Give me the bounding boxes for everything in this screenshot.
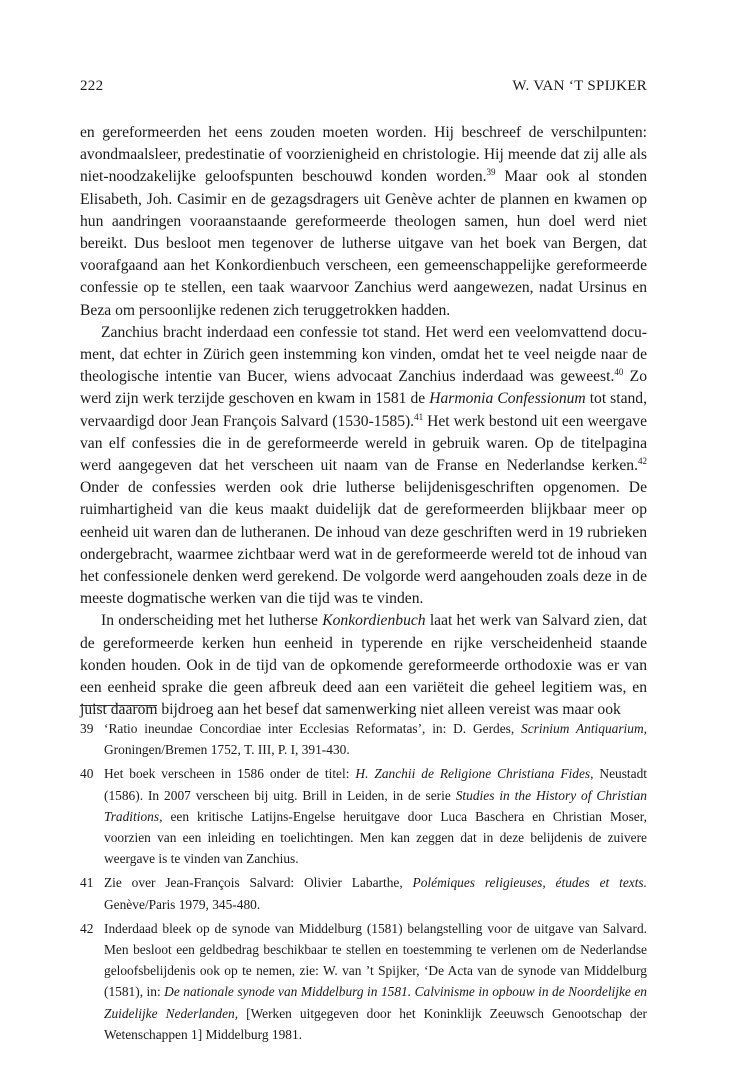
text-run: Het boek verscheen in 1586 onder de titel:	[104, 766, 356, 782]
footnote-ref-42[interactable]: 42	[638, 456, 647, 467]
footnote-text	[104, 918, 647, 1045]
footnote-text	[104, 872, 647, 914]
text-run: en gereformeerden het eens zouden moeten worden. Hij beschreef de verschilpunten: avondmaalsleer, predestinatie of voorzienigheid en christologie. Hij meende dat zij alle als niet-noodzakelijke geloofspunten beschouwd konden worden.	[80, 124, 647, 186]
footnote-number: 41	[80, 875, 94, 891]
italic-title: Polémiques religieuses, études et texts.	[412, 875, 647, 891]
italic-title: Harmonia Confessionum	[429, 390, 586, 408]
italic-title: De nationale synode van Middelburg in 1581. Calvinisme in opbouw in de Noordelijke en Zuidelijke Nederlanden,	[104, 984, 647, 1021]
footnote-divider	[80, 705, 157, 706]
text-run: Groningen/Bremen 1752, T. III, P. I, 391-430.	[104, 742, 350, 758]
footnote-ref-41[interactable]: 41	[414, 411, 424, 422]
main-text	[80, 122, 647, 721]
text-run: Zanchius bracht inderdaad een confessie tot stand. Het werd een veelomvattend document, dat echter in Zürich geen instemming kon vinden, omdat het te veel neigde naar de theologische intentie van Bucer, wiens advocaat Zanchius inderdaad was geweest.	[80, 323, 647, 386]
paragraph-3	[80, 610, 647, 721]
text-run: ‘Ratio ineundae Concordiae inter Ecclesias Reformatas’, in: D. Gerdes,	[104, 721, 522, 736]
footnote-number: 42	[80, 920, 94, 936]
footnote-number: 39	[80, 721, 94, 736]
paragraph-2	[80, 322, 647, 611]
italic-title: Studies in the History of Christian Traditions,	[104, 787, 647, 824]
running-header	[80, 78, 647, 95]
running-title: W. VAN ‘T SPIJKER	[512, 78, 647, 94]
text-run: Genève/Paris 1979, 345-480.	[104, 896, 261, 912]
text-run: Het werk bestond uit een weergave van elf confessies die in de gereformeerde wereld in gebruik waren. Op de titelpagina werd aangegeven dat het verscheen uit naam van de Franse en Nederlandse kerken.	[80, 412, 647, 475]
text-run: , Neustadt (1586). In 2007 verscheen bij uitg. Brill in Leiden, in de serie	[104, 766, 648, 803]
page-number: 222	[80, 78, 104, 94]
footnote-ref-39[interactable]: 39	[486, 167, 496, 178]
footnote-ref-40[interactable]: 40	[614, 367, 624, 378]
footnote-39	[80, 718, 647, 760]
footnote-text	[104, 718, 647, 760]
footnote-text	[104, 763, 647, 869]
text-run: [Werken uitgegeven door het Koninklijk Zeeuwsch Genootschap der Wetenschappen 1] Middelburg 1981.	[104, 1005, 647, 1042]
footnote-41	[80, 872, 647, 914]
paragraph-1	[80, 122, 647, 322]
footnotes	[80, 718, 647, 1048]
text-run: Zo werd zijn werk terzijde geschoven en kwam in 1581 de	[80, 368, 647, 408]
text-run: Onder de confessies werden ook drie lutherse belijdenisgeschriften opgenomen. De ruimhartigheid van die keus maakt duidelijk dat de gereformeerden blijkbaar meer op eenheid uit waren dan de lutheranen. De inhoud van deze geschriften werd in 19 rubrieken ondergebracht, waarmee zichtbaar werd wat in de gereformeerde wereld tot de inhoud van het confessionele denken werd gerekend. De volgorde werd aangehouden zoals deze in de meeste dogmatische werken van die tijd was te vinden.	[80, 479, 647, 608]
text-run: een kritische Latijns-Engelse heruitgave door Luca Baschera en Christian Moser, voorzien van een inleiding en toelichtingen. Men kan zeggen dat in deze belijdenis de zuivere weergave is te vinden van Zanchius.	[104, 808, 647, 867]
italic-title: Scrinium Antiquarium,	[521, 721, 647, 736]
text-run: Maar ook al stonden Elisabeth, Joh. Casimir en de gezagsdragers uit Genève achter de plannen en kwamen op hun aandringen vooraanstaande gereformeerde theologen samen, hun doel werd niet bereikt. Dus besloot men tegenover de lutherse uitgave van het boek van Bergen, dat voorafgaand aan het Konkordienbuch verscheen, een gemeenschappelijke gereformeerde confessie op te stellen, een taak waarvoor Zanchius werd aangewezen, nadat Ursinus en Beza om persoonlijke redenen zich teruggetrokken hadden.	[80, 168, 647, 319]
text-run: Inderdaad bleek op de synode van Middelburg (1581) belangstelling voor de uitgave van Salvard. Men besloot een geldbedrag beschikbaar te stellen en toestemming te verlenen om de Nederlandse geloofsbelijdenis ook op te nemen, zie: W. van ’t Spijker, ‘De Acta van de synode van Middelburg (1581), in:	[104, 920, 647, 1000]
text-run: Zie over Jean-François Salvard: Olivier Labarthe,	[104, 875, 413, 891]
italic-title: H. Zanchii de Religione Christiana Fides	[355, 766, 591, 782]
text-run: tot stand, vervaardigd door Jean François Salvard (1530-1585).	[80, 390, 647, 430]
footnote-number: 40	[80, 766, 94, 782]
italic-title: Konkordienbuch	[322, 612, 426, 630]
footnote-40	[80, 763, 647, 869]
text-run: In onderscheiding met het lutherse	[101, 612, 323, 630]
text-run: laat het werk van Salvard zien, dat de gereformeerde kerken hun eenheid in typerende en rijke verscheidenheid staande konden houden. Ook in de tijd van de opkomende gereformeerde orthodoxie was er van een eenheid sprake die geen afbreuk deed aan een variëteit die geheel legitiem was, en juist daarom bijdroeg aan het besef dat samenwerking niet alleen vereist was maar ook	[80, 612, 648, 719]
footnote-42	[80, 918, 647, 1045]
